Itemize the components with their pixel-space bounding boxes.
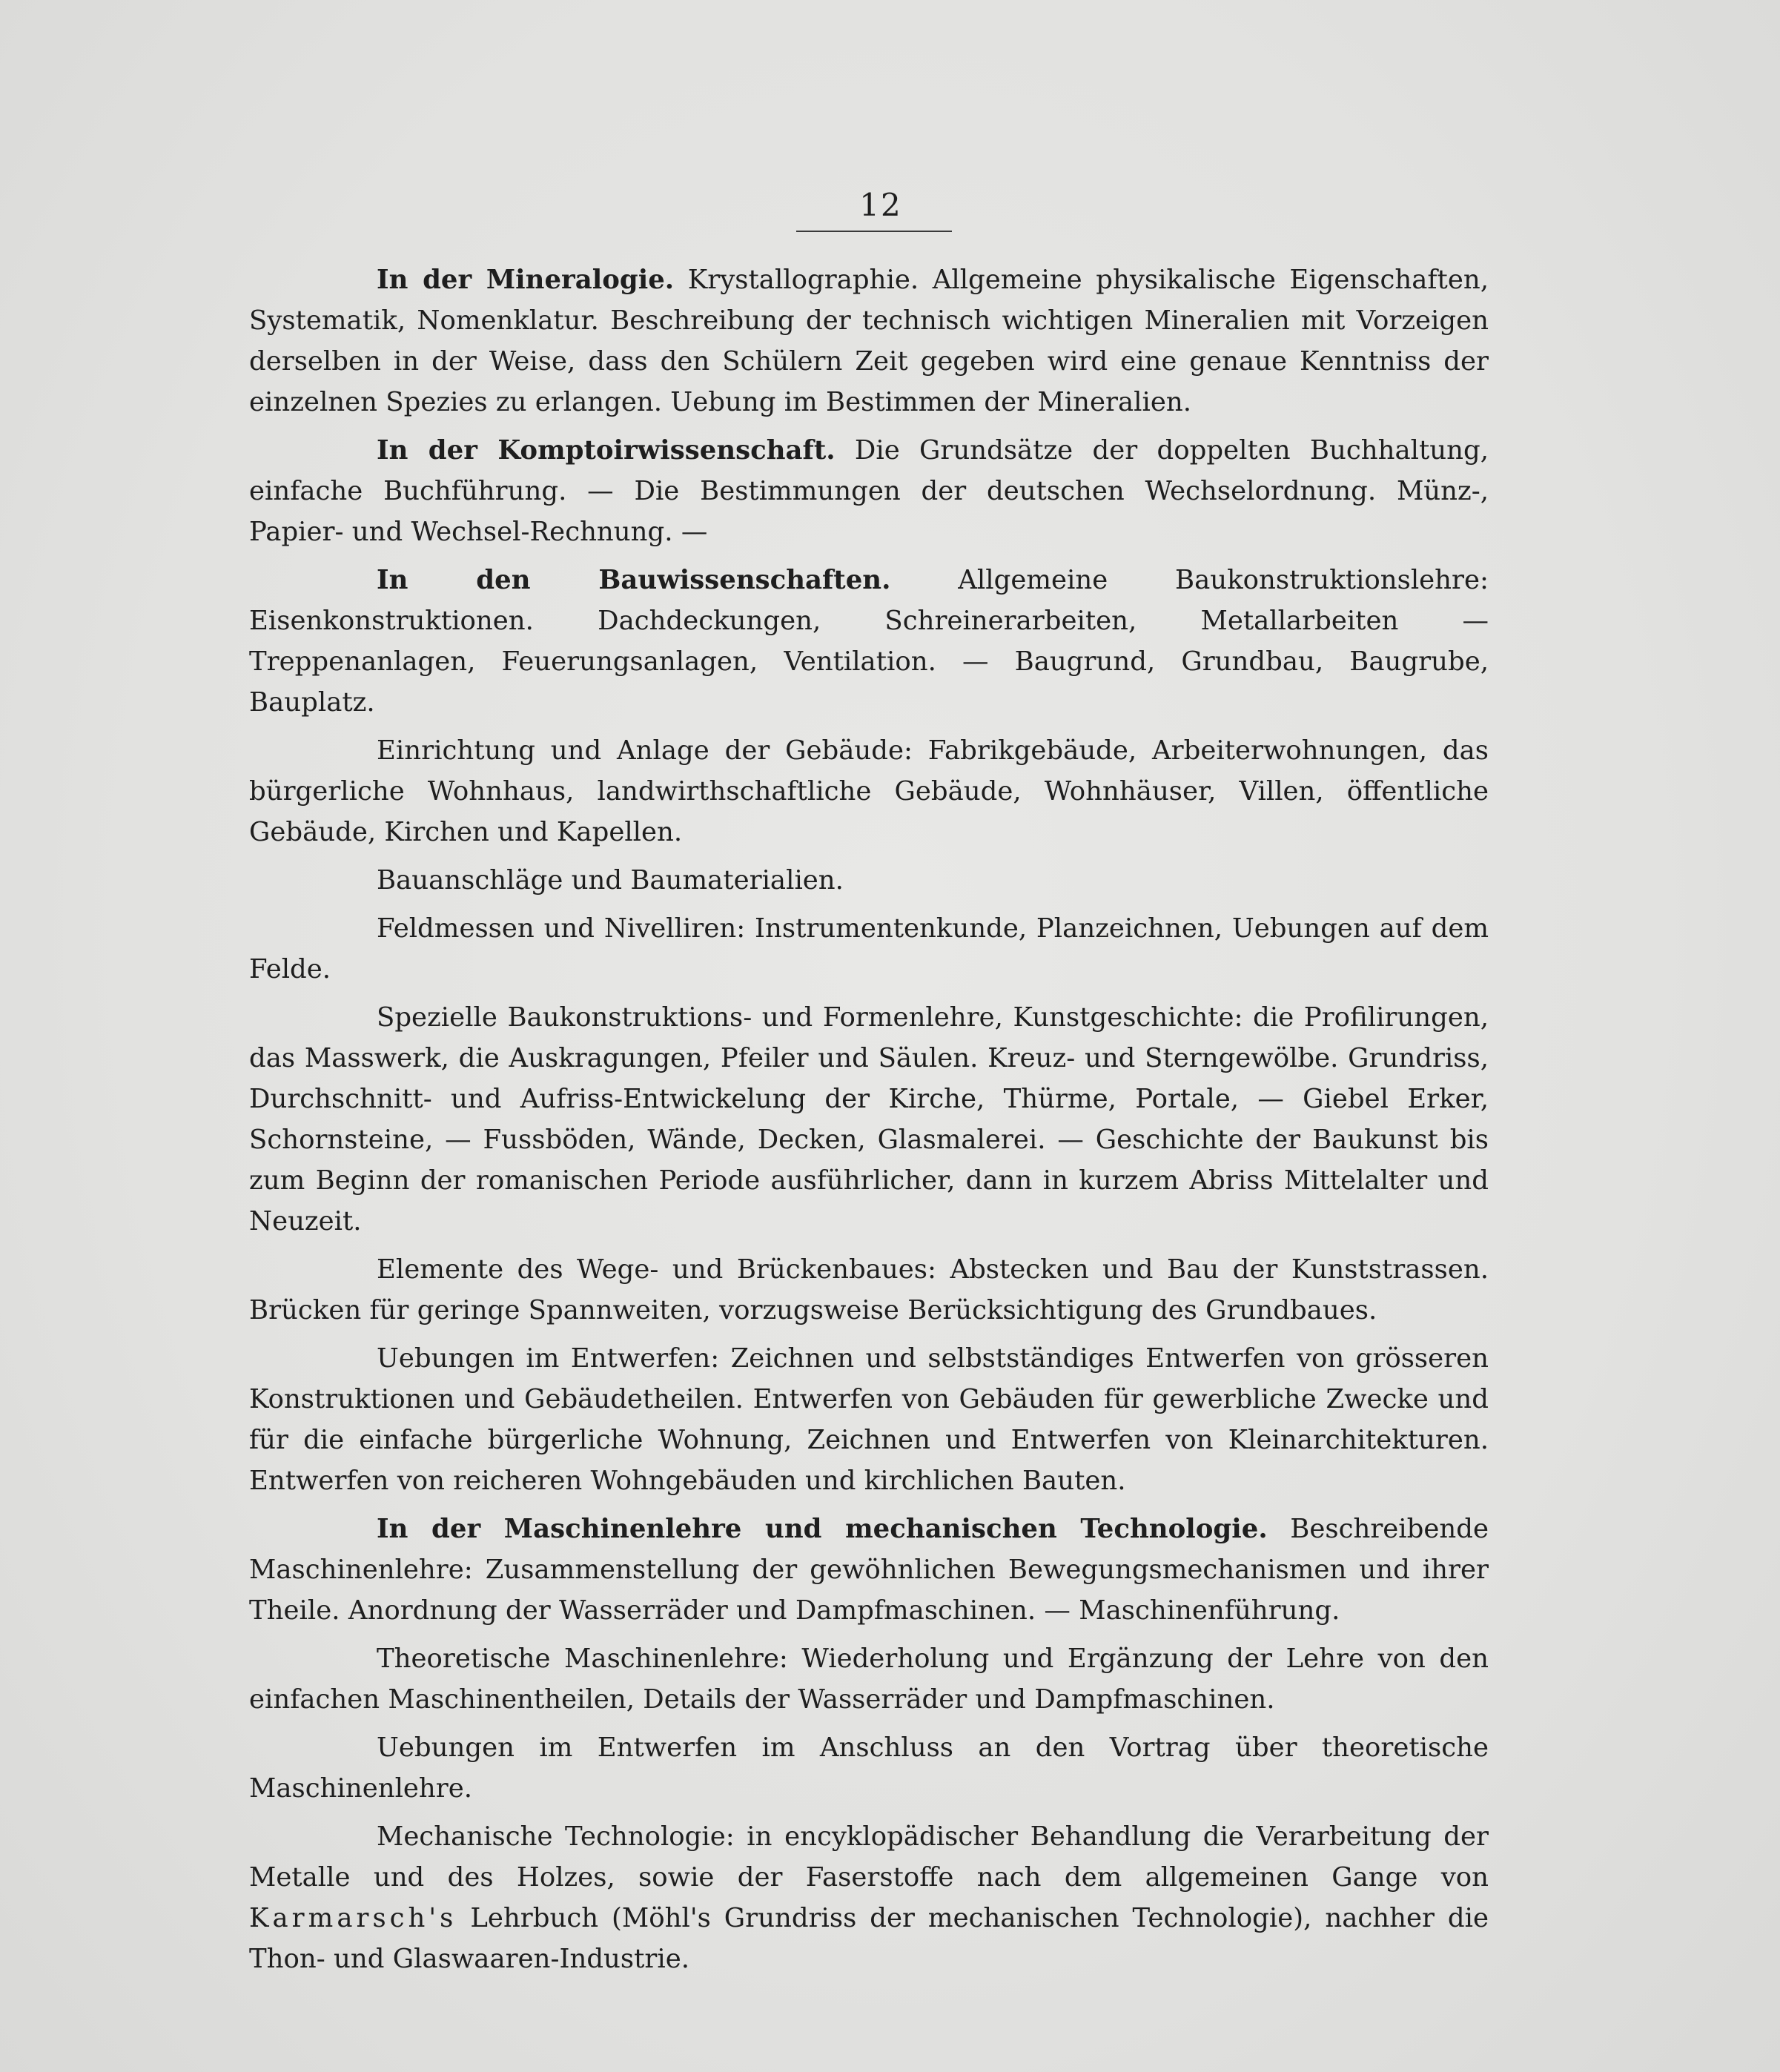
paragraph-wege-brueckenbau (249, 1249, 1489, 1331)
paragraph-mechanische-technologie (249, 1816, 1489, 1979)
paragraph-bauwissenschaften (249, 560, 1489, 723)
paragraph-text: Mechanische Technologie: in encyklopädischer Behandlung die Verarbeitung der Metalle und des Holzes, sowie der Faserstoffe nach dem allgemeinen Gange von (249, 1821, 1489, 1893)
paragraph-text: Spezielle Baukonstruktions- und Formenlehre, Kunstgeschichte: die Profilirungen, das Masswerk, die Auskragungen, Pfeiler und Säulen. Kreuz- und Sterngewölbe. Grundriss, Durchschnitt- und Aufriss-Entwickelung der Kirche, Thürme, Portale, — Giebel Erker, Schornsteine, — Fussböden, Wände, Decken, Glasmalerei. — Geschichte der Baukunst bis zum Beginn der romanischen Periode ausführlicher, dann in kurzem Abriss Mittelalter und Neuzeit. (249, 1002, 1489, 1237)
paragraph-text: Feldmessen und Nivelliren: Instrumentenkunde, Planzeichnen, Uebungen auf dem Felde. (249, 913, 1489, 984)
paragraph-spezielle-baukonstruktion (249, 997, 1489, 1242)
paragraph-maschinenlehre (249, 1509, 1489, 1631)
section-heading-maschinenlehre: In der Maschinenlehre und mechanischen Technologie. (377, 1514, 1268, 1544)
paragraph-text: Die Grundsätze der doppelten Buchhaltung, einfache Buchführung. — Die Bestimmungen der deutschen Wechselordnung. Münz-, Papier- und Wechsel-Rechnung. — (249, 435, 1489, 547)
paragraph-bauanschlaege (249, 860, 1489, 901)
paragraph-text: Allgemeine Baukonstruktionslehre: Eisenkonstruktionen. Dachdeckungen, Schreinerarbeiten, Metallarbeiten — Treppenanlagen, Feuerungsanlagen, Ventilation. — Baugrund, Grundbau, Baugrube, Bauplatz. (249, 565, 1489, 718)
paragraph-komptoirwissenschaft (249, 430, 1489, 552)
paragraph-text: Uebungen im Entwerfen: Zeichnen und selbstständiges Entwerfen von grösseren Konstruktionen und Gebäudetheilen. Entwerfen von Gebäuden für gewerbliche Zwecke und für die einfache bürgerliche Wohnung, Zeichnen und Entwerfen von Kleinarchitekturen. Entwerfen von reicheren Wohngebäuden und kirchlichen Bauten. (249, 1343, 1489, 1496)
paragraph-uebungen-entwerfen (249, 1338, 1489, 1501)
paragraph-text: Lehrbuch (Möhl's Grundriss der mechanischen Technologie), nachher die Thon- und Glaswaaren-Industrie. (249, 1903, 1489, 1974)
paragraph-text: Bauanschläge und Baumaterialien. (377, 865, 844, 896)
page-number: 12 (859, 187, 902, 223)
section-heading-mineralogie: In der Mineralogie. (377, 265, 675, 295)
section-heading-komptoirwissenschaft: In der Komptoirwissenschaft. (377, 435, 836, 466)
section-heading-bauwissenschaften: In den Bauwissenschaften. (377, 565, 891, 595)
spaced-author-name: Karmarsch's (249, 1903, 457, 1933)
paragraph-theoretische-maschinenlehre (249, 1638, 1489, 1720)
paragraph-text: Beschreibende Maschinenlehre: Zusammenstellung der gewöhnlichen Bewegungsmechanismen und ihrer Theile. Anordnung der Wasserräder und Dampfmaschinen. — Maschinenführung. (249, 1514, 1489, 1626)
paragraph-text: Uebungen im Entwerfen im Anschluss an den Vortrag über theoretische Maschinenlehre. (249, 1732, 1489, 1804)
paragraph-text: Einrichtung und Anlage der Gebäude: Fabrikgebäude, Arbeiterwohnungen, das bürgerliche Wohnhaus, landwirthschaftliche Gebäude, Wohnhäuser, Villen, öffentliche Gebäude, Kirchen und Kapellen. (249, 735, 1489, 847)
paragraph-text: Krystallographie. Allgemeine physikalische Eigenschaften, Systematik, Nomenklatur. Beschreibung der technisch wichtigen Mineralien mit Vorzeigen derselben in der Weise, dass den Schülern Zeit gegeben wird eine genaue Kenntniss der einzelnen Spezies zu erlangen. Uebung im Bestimmen der Mineralien. (249, 265, 1489, 417)
paragraph-einrichtung (249, 730, 1489, 853)
paragraph-text: Elemente des Wege- und Brückenbaues: Abstecken und Bau der Kunststrassen. Brücken für geringe Spannweiten, vorzugsweise Berücksichtigung des Grundbaues. (249, 1254, 1489, 1325)
paragraph-feldmessen (249, 908, 1489, 990)
paragraph-uebungen-anschluss (249, 1727, 1489, 1809)
page-number-rule (796, 231, 952, 232)
paragraph-mineralogie (249, 259, 1489, 423)
paragraph-text: Theoretische Maschinenlehre: Wiederholung und Ergänzung der Lehre von den einfachen Maschinentheilen, Details der Wasserräder und Dampfmaschinen. (249, 1644, 1489, 1715)
body-text (249, 259, 1489, 1987)
